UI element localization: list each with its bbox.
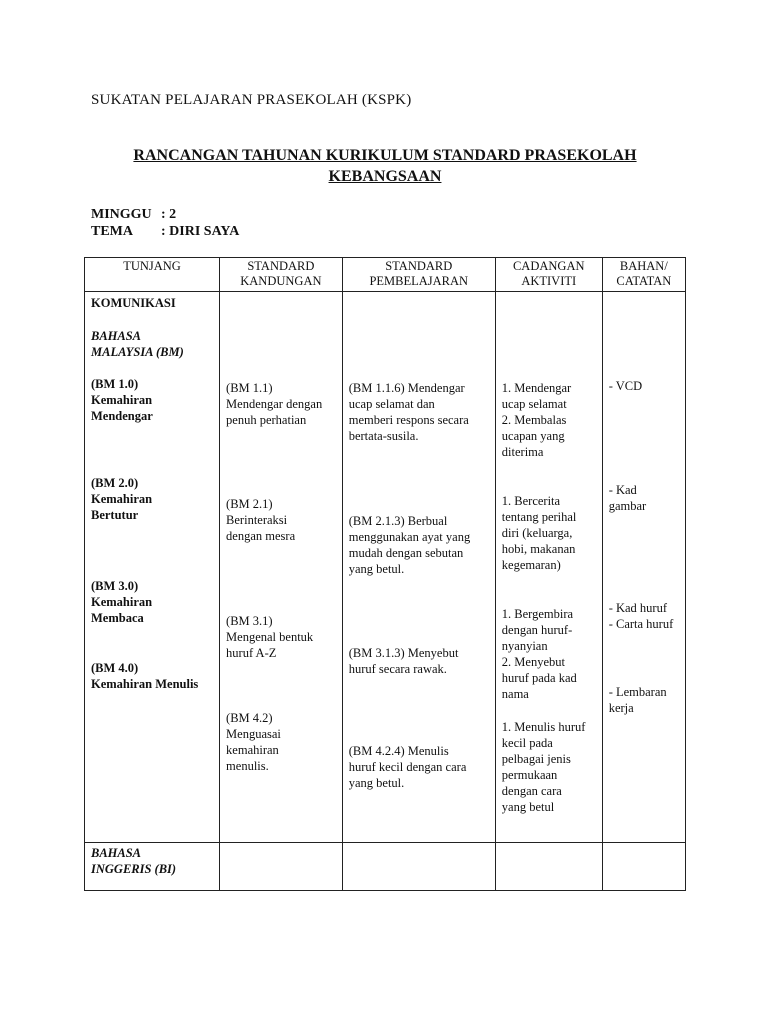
header-tunjang: TUNJANG [85,258,220,292]
cell-tunjang-bm [85,292,220,843]
bm-subject: BAHASA MALAYSIA (BM) [91,329,184,359]
tunjang-item: (BM 3.0) Kemahiran Membaca [91,579,153,625]
pembelajaran-item: (BM 3.1.3) Menyebut huruf secara rawak. [348,646,459,676]
cell-bahan-bm [602,292,685,843]
cell-aktiviti-bm [495,292,602,843]
aktiviti-item: 1. Menulis huruf kecil pada pelbagai jenis permukaan dengan cara yang betul [501,720,586,814]
document-header: SUKATAN PELAJARAN PRASEKOLAH (KSPK) [91,92,412,108]
pembelajaran-item: (BM 2.1.3) Berbual menggunakan ayat yang mudah dengan sebutan yang betul. [348,514,471,576]
cell-pembelajaran-bm [342,292,495,843]
kandungan-item: (BM 1.1) Mendengar dengan penuh perhatian [226,381,323,427]
cell-kandungan-bi [220,843,343,891]
cell-tunjang-bi [85,843,220,891]
table-header-row [85,258,686,292]
aktiviti-item: 1. Mendengar ucap selamat 2. Membalas ucapan yang diterima [501,381,572,459]
header-standard-pembelajaran: STANDARD PEMBELAJARAN [342,258,495,292]
table-row-bm [85,292,686,843]
pembelajaran-item: (BM 4.2.4) Menulis huruf kecil dengan cara yang betul. [348,744,467,790]
header-standard-kandungan: STANDARD KANDUNGAN [220,258,343,292]
cell-aktiviti-bi [495,843,602,891]
bahan-item: - Kad huruf - Carta huruf [608,601,674,631]
komunikasi-label: KOMUNIKASI [91,296,176,310]
bahan-item: - Kad gambar [608,483,647,513]
plan-table [84,257,686,891]
header-bahan-catatan: BAHAN/ CATATAN [602,258,685,292]
kandungan-item: (BM 3.1) Mengenal bentuk huruf A-Z [226,614,314,660]
kandungan-item: (BM 4.2) Menguasai kemahiran menulis. [226,711,281,773]
bi-subject: BAHASA INGGERIS (BI) [91,846,177,876]
tunjang-item: (BM 4.0) Kemahiran Menulis [91,661,199,691]
aktiviti-item: 1. Bercerita tentang perihal diri (keluarga, hobi, makanan kegemaran) [501,494,577,572]
header-cadangan-aktiviti: CADANGAN AKTIVITI [495,258,602,292]
kandungan-item: (BM 2.1) Berinteraksi dengan mesra [226,497,296,543]
tema-value: : DIRI SAYA [161,224,240,239]
cell-pembelajaran-bi [342,843,495,891]
minggu-value: : 2 [161,207,177,222]
meta-info [91,206,239,240]
title-line-2: KEBANGSAAN [328,168,442,185]
bahan-item: - Lembaran kerja [608,685,667,715]
tunjang-item: (BM 1.0) Kemahiran Mendengar [91,377,153,423]
tema-label: TEMA [91,224,133,239]
bahan-item: - VCD [608,379,643,393]
cell-bahan-bi [602,843,685,891]
cell-kandungan-bm [220,292,343,843]
minggu-label: MINGGU [91,207,152,222]
tunjang-item: (BM 2.0) Kemahiran Bertutur [91,476,153,522]
table-row-bi [85,843,686,891]
pembelajaran-item: (BM 1.1.6) Mendengar ucap selamat dan memberi respons secara bertata-susila. [348,381,469,443]
document-title [84,145,686,187]
title-line-1: RANCANGAN TAHUNAN KURIKULUM STANDARD PRASEKOLAH [133,147,637,164]
aktiviti-item: 1. Bergembira dengan huruf- nyanyian 2. Menyebut huruf pada kad nama [501,607,577,701]
